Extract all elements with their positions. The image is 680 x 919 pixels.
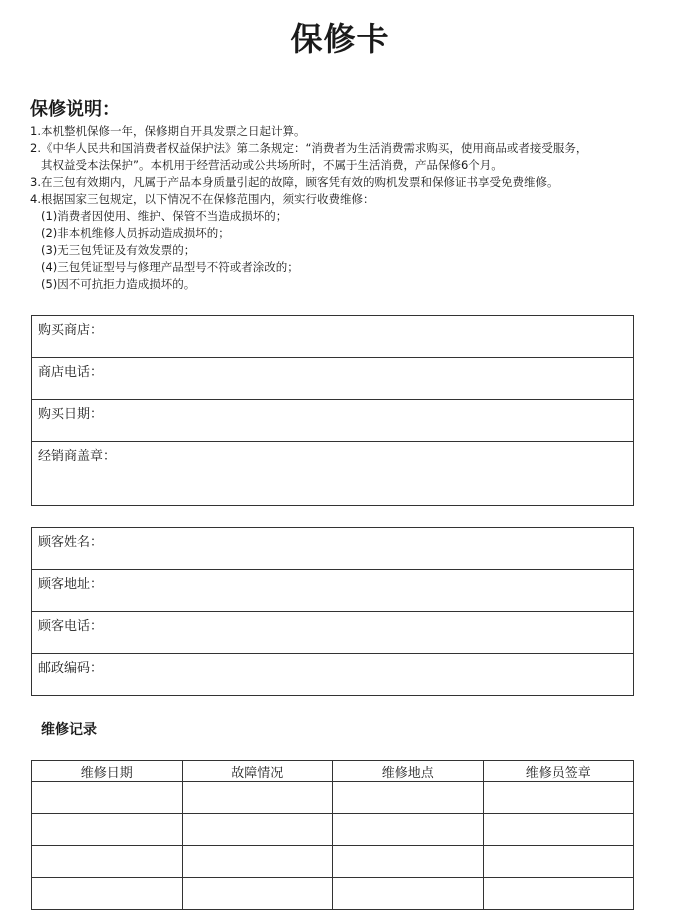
table-cell[interactable]	[333, 782, 484, 814]
column-header: 维修日期	[32, 761, 183, 782]
table-cell[interactable]	[483, 878, 634, 910]
table-cell[interactable]	[182, 846, 333, 878]
postcode-field[interactable]	[32, 654, 634, 696]
repair-record-table	[31, 760, 634, 910]
purchase-date-field[interactable]	[32, 400, 634, 442]
table-cell[interactable]	[333, 846, 484, 878]
customer-name-label: 顾客姓名：	[38, 535, 104, 550]
table-cell[interactable]	[32, 782, 183, 814]
rule-line: 1.本机整机保修一年，保修期自开具发票之日起计算。	[30, 124, 306, 138]
exclusion-item: (3)无三包凭证及有效发票的；	[41, 243, 196, 257]
store-phone-label: 商店电话：	[38, 365, 104, 380]
exclusion-item: (1)消费者因使用、维护、保管不当造成损坏的；	[41, 209, 288, 223]
warranty-explanation-heading: 保修说明：	[30, 99, 120, 120]
table-cell[interactable]	[32, 814, 183, 846]
purchase-date-label: 购买日期：	[38, 407, 104, 422]
rule-line: 3.在三包有效期内，凡属于产品本身质量引起的故障，顾客凭有效的购机发票和保修证书享受免费维修。	[30, 175, 559, 189]
customer-phone-field[interactable]	[32, 612, 634, 654]
table-cell[interactable]	[32, 878, 183, 910]
customer-name-field[interactable]	[32, 528, 634, 570]
dealer-stamp-label: 经销商盖章：	[38, 449, 117, 464]
customer-address-field[interactable]	[32, 570, 634, 612]
store-name-label: 购买商店：	[38, 323, 104, 338]
store-phone-field[interactable]	[32, 358, 634, 400]
repair-record-heading: 维修记录	[41, 722, 97, 738]
warranty-rules	[30, 123, 660, 293]
customer-info-form	[31, 527, 634, 696]
rule-line: 4.根据国家三包规定，以下情况不在保修范围内，须实行收费维修：	[30, 192, 375, 206]
table-row	[32, 878, 634, 910]
table-cell[interactable]	[333, 878, 484, 910]
column-header: 故障情况	[182, 761, 333, 782]
customer-address-label: 顾客地址：	[38, 577, 104, 592]
page-title: 保修卡	[290, 20, 390, 58]
table-cell[interactable]	[483, 782, 634, 814]
column-header: 维修地点	[333, 761, 484, 782]
table-row	[32, 782, 634, 814]
rule-line: 其权益受本法保护”。本机用于经营活动或公共场所时，不属于生活消费，产品保修6个月。	[41, 158, 503, 172]
table-cell[interactable]	[483, 814, 634, 846]
table-cell[interactable]	[32, 846, 183, 878]
table-cell[interactable]	[182, 814, 333, 846]
table-cell[interactable]	[483, 846, 634, 878]
customer-phone-label: 顾客电话：	[38, 619, 104, 634]
exclusion-item: (5)因不可抗拒力造成损坏的。	[41, 277, 196, 291]
table-cell[interactable]	[182, 782, 333, 814]
dealer-stamp-field[interactable]	[32, 442, 634, 506]
column-header: 维修员签章	[483, 761, 634, 782]
table-row	[32, 814, 634, 846]
shop-info-form	[31, 315, 634, 506]
table-cell[interactable]	[333, 814, 484, 846]
postcode-label: 邮政编码：	[38, 661, 104, 676]
table-row	[32, 846, 634, 878]
exclusion-item: (4)三包凭证型号与修理产品型号不符或者涂改的；	[41, 260, 299, 274]
table-cell[interactable]	[182, 878, 333, 910]
store-name-field[interactable]	[32, 316, 634, 358]
rule-line: 2.《中华人民共和国消费者权益保护法》第二条规定：“消费者为生活消费需求购买，使用商品或者接受服务，	[30, 141, 588, 155]
exclusion-item: (2)非本机维修人员拆动造成损坏的；	[41, 226, 230, 240]
